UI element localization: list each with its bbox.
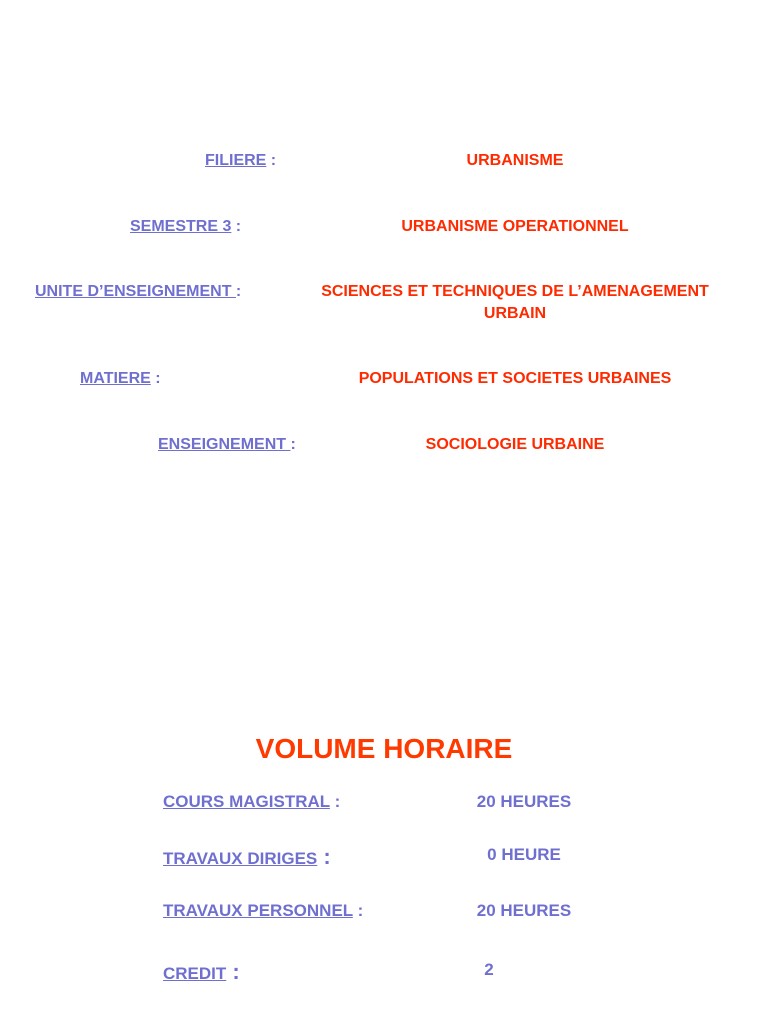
row-travaux-diriges-value: 0 HEURE bbox=[487, 845, 561, 864]
field-matiere-value: POPULATIONS ET SOCIETES URBAINES bbox=[358, 370, 672, 387]
row-credit-label: CREDIT : bbox=[163, 959, 240, 984]
field-semestre-label: SEMESTRE 3 : bbox=[130, 218, 242, 235]
row-credit-value: 2 bbox=[484, 960, 494, 979]
row-cours-magistral-label: COURS MAGISTRAL : bbox=[163, 792, 341, 811]
volume-horaire-title: VOLUME HORAIRE bbox=[255, 733, 513, 764]
field-filiere-value: URBANISME bbox=[466, 152, 564, 169]
field-matiere-label: MATIERE : bbox=[80, 370, 161, 387]
field-filiere-label: FILIERE : bbox=[205, 152, 277, 169]
row-travaux-personnel-label: TRAVAUX PERSONNEL : bbox=[163, 901, 364, 920]
field-enseignement-value: SOCIOLOGIE URBAINE bbox=[425, 436, 605, 453]
row-travaux-diriges-label: TRAVAUX DIRIGES : bbox=[163, 844, 331, 869]
field-unite-value-line2: URBAIN bbox=[483, 305, 547, 322]
row-cours-magistral-value: 20 HEURES bbox=[476, 792, 572, 811]
field-unite-label: UNITE D’ENSEIGNEMENT : bbox=[35, 283, 242, 300]
row-travaux-personnel-value: 20 HEURES bbox=[476, 901, 572, 920]
field-enseignement-label: ENSEIGNEMENT : bbox=[158, 436, 296, 453]
field-semestre-value: URBANISME OPERATIONNEL bbox=[401, 218, 629, 235]
field-unite-value: SCIENCES ET TECHNIQUES DE L’AMENAGEMENT bbox=[321, 283, 709, 300]
